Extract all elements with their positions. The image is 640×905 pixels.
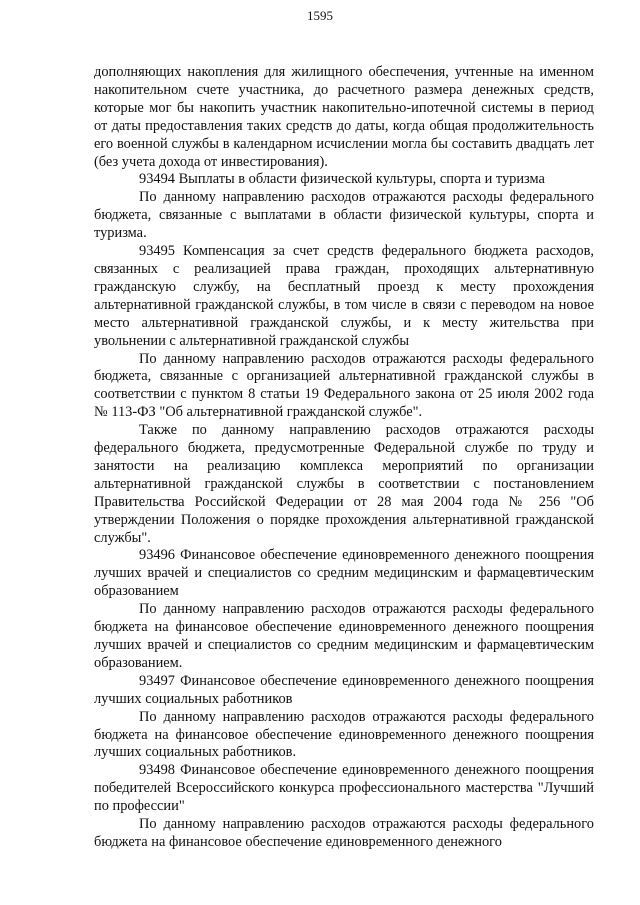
section-heading-93495: 93495 Компенсация за счет средств федерального бюджета расходов, связанных с реализацией права граждан, проходящих альтернативную гражданскую службу, на бесплатный проезд к месту прохождения альтернативной гражданской службы, в том числе в связи с переводом на новое место альтернативной гражданской службы, и к месту жительства при увольнении с альтернативной гражданской службы xyxy=(94,243,594,349)
paragraph: По данному направлению расходов отражаются расходы федерального бюджета на финансовое обеспечение единовременного денежного поощрения лучших социальных работников. xyxy=(94,708,594,761)
section-heading-93494: 93494 Выплаты в области физической культуры, спорта и туризма xyxy=(139,171,545,188)
page-number: 1595 xyxy=(307,8,333,23)
document-body xyxy=(94,64,594,852)
section-heading-93496: 93496 Финансовое обеспечение единовременного денежного поощрения лучших врачей и специалистов со средним медицинским и фармацевтическим образованием xyxy=(94,547,594,600)
paragraph: По данному направлению расходов отражаются расходы федерального бюджета, связанные с выплатами в области физической культуры, спорта и туризма. xyxy=(94,189,594,242)
paragraph: По данному направлению расходов отражаются расходы федерального бюджета, связанные с организацией альтернативной гражданской службы в соответствии с пунктом 8 статьи 19 Федерального закона от 25 июля 2002 года № 113-ФЗ "Об альтернативной гражданской службе". xyxy=(94,350,594,421)
paragraph: По данному направлению расходов отражаются расходы федерального бюджета на финансовое обеспечение единовременного денежного поощрения лучших врачей и специалистов со средним медицинским и фармацевтическим образованием. xyxy=(94,601,594,671)
section-heading-93498: 93498 Финансовое обеспечение единовременного денежного поощрения победителей Всероссийского конкурса профессионального мастерства "Лучший по профессии" xyxy=(94,762,594,815)
section-heading-93497: 93497 Финансовое обеспечение единовременного денежного поощрения лучших социальных работников xyxy=(94,672,594,707)
paragraph: По данному направлению расходов отражаются расходы федерального бюджета на финансовое обеспечение единовременного денежного xyxy=(94,816,594,850)
paragraph: Также по данному направлению расходов отражаются расходы федерального бюджета, предусмотренные Федеральной службе по труду и занятости на реализацию комплекса мероприятий по организации альтернативной гражданской службы в соответствии с постановлением Правительства Российской Федерации от 28 мая 2004 года № 256 "Об утверждении Положения о порядке прохождения альтернативной гражданской службы". xyxy=(94,422,594,546)
paragraph: дополняющих накопления для жилищного обеспечения, учтенные на именном накопительном счете участника, до расчетного размера денежных средств, которые мог бы накопить участник накопительно-ипотечной системы в период от даты предоставления таких средств до даты, когда общая продолжительность его военной службы в календарном исчислении могла бы составить двадцать лет (без учета дохода от инвестирования). xyxy=(94,64,594,170)
